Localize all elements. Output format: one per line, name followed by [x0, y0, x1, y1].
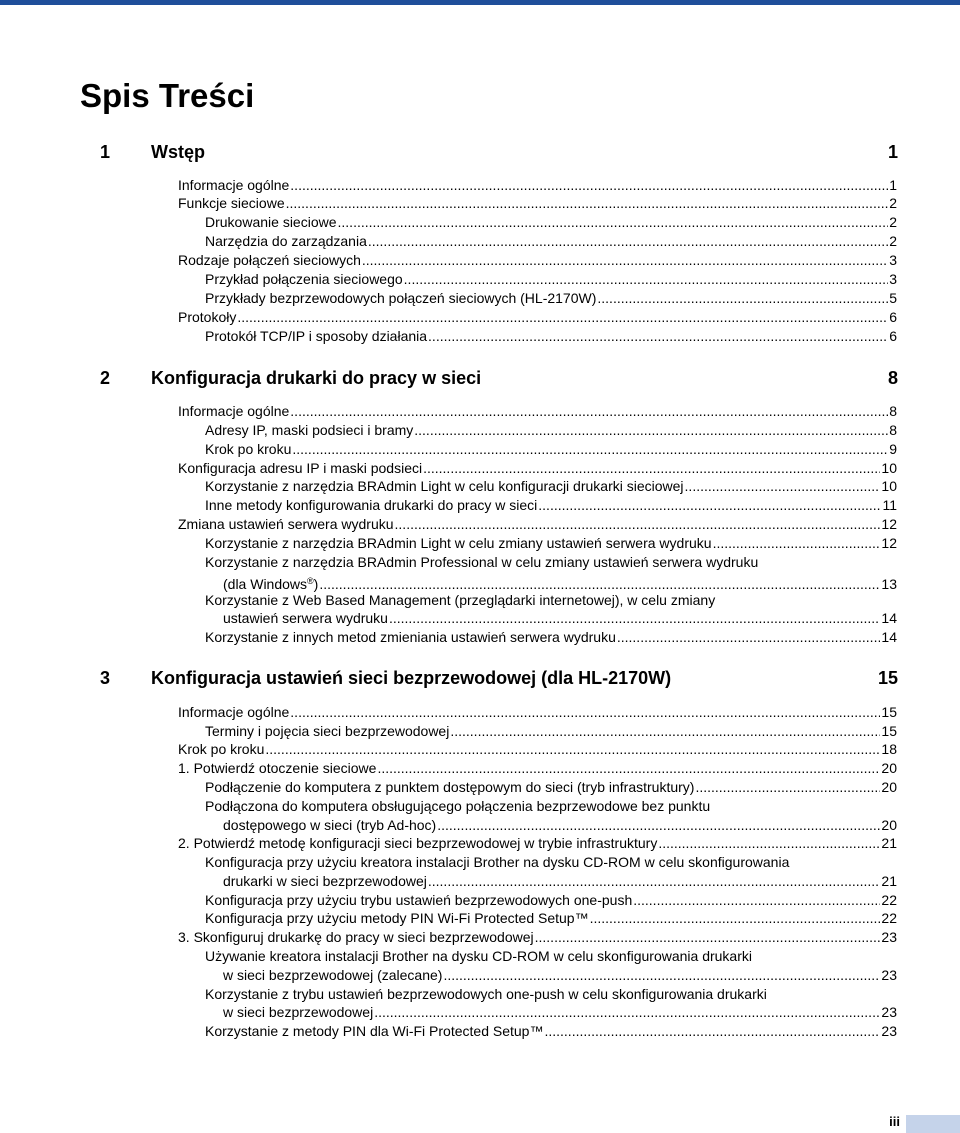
- toc-entry-page: 11: [882, 497, 897, 513]
- toc-entry[interactable]: [178, 928, 897, 947]
- toc-entry-page: 23: [881, 967, 897, 983]
- toc-entry-page: 22: [881, 892, 897, 908]
- toc-entry-page: 22: [881, 910, 897, 926]
- toc-entry-page: 18: [881, 741, 897, 757]
- toc-entry-page: 15: [881, 723, 897, 739]
- dot-leader: [377, 759, 880, 778]
- toc-entry[interactable]: [205, 270, 897, 289]
- dot-leader: [535, 928, 881, 947]
- toc-entry-text: Informacje ogólne: [178, 704, 290, 720]
- dot-leader: [290, 176, 888, 195]
- dot-leader: [368, 232, 888, 251]
- chapter-page: 1: [887, 141, 898, 162]
- toc-entry-page: 13: [881, 576, 897, 592]
- toc-entry-text: 2. Potwierdź metodę konfiguracji sieci bezprzewodowej w trybie infrastruktury: [178, 835, 658, 851]
- toc-entry-text-continued: drukarki w sieci bezprzewodowej: [223, 873, 427, 889]
- toc-entry[interactable]: [205, 778, 897, 797]
- toc-entry[interactable]: [178, 308, 897, 327]
- page-number: iii: [889, 1114, 900, 1129]
- dot-leader: [428, 327, 888, 346]
- dot-leader: [658, 834, 880, 853]
- toc-entry[interactable]: [178, 402, 897, 421]
- toc-entry-page: 5: [889, 290, 897, 306]
- toc-entry-page: 10: [881, 460, 897, 476]
- toc-entry-page: 20: [881, 779, 897, 795]
- dot-leader: [292, 440, 888, 459]
- dot-leader: [538, 496, 881, 515]
- chapter-number: 2: [100, 367, 111, 388]
- dot-leader: [374, 1003, 880, 1022]
- toc-entry-text: Inne metody konfigurowania drukarki do pracy w sieci: [205, 497, 538, 513]
- toc-entry[interactable]: [178, 515, 897, 534]
- toc-entry[interactable]: [205, 1022, 897, 1041]
- toc-entry-text: Rodzaje połączeń sieciowych: [178, 252, 361, 268]
- toc-entry[interactable]: [205, 534, 897, 553]
- dot-leader: [290, 703, 880, 722]
- toc-entry-text: Konfiguracja przy użyciu metody PIN Wi-Fi Protected Setup™: [205, 910, 589, 926]
- dot-leader: [389, 609, 880, 628]
- toc-entry-text-continued: w sieci bezprzewodowej (zalecane): [223, 967, 443, 983]
- toc-entry[interactable]: [205, 477, 897, 496]
- dot-leader: [286, 194, 889, 213]
- toc-entry-text: Podłączenie do komputera z punktem dostępowym do sieci (tryb infrastruktury): [205, 779, 695, 795]
- page-title: Spis Treści: [80, 77, 255, 114]
- toc-entry-page: 8: [889, 422, 897, 438]
- toc-entry-text: 1. Potwierdź otoczenie sieciowe: [178, 760, 377, 776]
- chapter-title: Konfiguracja ustawień sieci bezprzewodowej (dla HL-2170W): [151, 667, 672, 688]
- toc-entry-page: 12: [881, 516, 897, 532]
- toc-entry-cont-end: ): [313, 576, 319, 592]
- chapter-heading[interactable]: [100, 366, 898, 390]
- dot-leader: [633, 891, 880, 910]
- dot-leader: [713, 534, 881, 553]
- toc-entry[interactable]: [223, 609, 897, 628]
- toc-entry[interactable]: [205, 421, 897, 440]
- dot-leader: [423, 459, 880, 478]
- toc-entry-text-continued: ustawień serwera wydruku: [223, 610, 388, 626]
- dot-leader: [414, 421, 888, 440]
- toc-entry-page: 20: [881, 817, 897, 833]
- dot-leader: [617, 628, 881, 647]
- toc-entry[interactable]: [178, 176, 897, 195]
- dot-leader: [597, 289, 888, 308]
- toc-entry-text: Korzystanie z metody PIN dla Wi-Fi Protected Setup™: [205, 1023, 544, 1039]
- toc-entry-page: 6: [889, 328, 897, 344]
- toc-entry[interactable]: [178, 194, 897, 213]
- toc-entry[interactable]: [223, 1003, 897, 1022]
- toc-entry[interactable]: [205, 891, 897, 910]
- toc-entry-text: Krok po kroku: [205, 441, 292, 457]
- toc-entry-text: Informacje ogólne: [178, 403, 290, 419]
- toc-entry-page: 20: [881, 760, 897, 776]
- toc-entry[interactable]: [178, 834, 897, 853]
- toc-entry[interactable]: [205, 722, 897, 741]
- toc-entry-text: Przykłady bezprzewodowych połączeń sieciowych (HL-2170W): [205, 290, 597, 306]
- toc-entry[interactable]: [223, 816, 897, 835]
- toc-entry-text-continued: dostępowego w sieci (tryb Ad-hoc): [223, 817, 437, 833]
- toc-entry-page: 23: [881, 1023, 897, 1039]
- toc-entry-text: Korzystanie z narzędzia BRAdmin Light w celu konfiguracji drukarki sieciowej: [205, 478, 684, 494]
- dot-leader: [290, 402, 888, 421]
- chapter-heading[interactable]: [100, 140, 898, 164]
- toc-entry-text: Informacje ogólne: [178, 177, 290, 193]
- dot-leader: [443, 966, 880, 985]
- chapter-page: 15: [877, 667, 898, 688]
- dot-leader: [437, 816, 880, 835]
- toc-entry-text[interactable]: Korzystanie z trybu ustawień bezprzewodowych one-push w celu skonfigurowania drukarki: [205, 986, 767, 1002]
- toc-entry-text: Krok po kroku: [178, 741, 265, 757]
- toc-entry[interactable]: [178, 251, 897, 270]
- toc-entry[interactable]: [223, 572, 897, 591]
- toc-entry-text: Protokoły: [178, 309, 237, 325]
- toc-entry[interactable]: [223, 872, 897, 891]
- dot-leader: [450, 722, 880, 741]
- dot-leader: [338, 213, 889, 232]
- toc-entry-page: 2: [889, 214, 897, 230]
- dot-leader: [404, 270, 889, 289]
- toc-entry-page: 3: [889, 252, 897, 268]
- toc-entry[interactable]: [205, 213, 897, 232]
- toc-entry[interactable]: [178, 759, 897, 778]
- toc-entry-text: Adresy IP, maski podsieci i bramy: [205, 422, 414, 438]
- toc-entry-page: 10: [881, 478, 897, 494]
- toc-entry-page: 12: [881, 535, 897, 551]
- toc-entry[interactable]: [205, 232, 897, 251]
- toc-entry-cont: (dla Windows: [223, 576, 308, 592]
- toc-entry-page: 6: [889, 309, 897, 325]
- toc-entry-text: Terminy i pojęcia sieci bezprzewodowej: [205, 723, 450, 739]
- toc-entry-page: 21: [881, 873, 897, 889]
- toc-entry-text: Narzędzia do zarządzania: [205, 233, 367, 249]
- toc-entry-text: Konfiguracja adresu IP i maski podsieci: [178, 460, 423, 476]
- chapter-title: Konfiguracja drukarki do pracy w sieci: [151, 367, 482, 388]
- toc-entry[interactable]: [205, 628, 897, 647]
- dot-leader: [395, 515, 881, 534]
- toc-entry-text[interactable]: Używanie kreatora instalacji Brother na dysku CD-ROM w celu skonfigurowania drukarki: [205, 948, 752, 964]
- toc-entry-text: Przykład połączenia sieciowego: [205, 271, 403, 287]
- toc-entry-page: 21: [881, 835, 897, 851]
- dot-leader: [428, 872, 881, 891]
- toc-entry-page: 14: [881, 629, 897, 645]
- dot-leader: [237, 308, 888, 327]
- toc-entry-text: Funkcje sieciowe: [178, 195, 285, 211]
- toc-entry[interactable]: [205, 496, 897, 515]
- chapter-number: 1: [100, 141, 111, 162]
- toc-entry-page: 9: [889, 441, 897, 457]
- toc-entry-text[interactable]: Korzystanie z narzędzia BRAdmin Professional w celu zmiany ustawień serwera wydruku: [205, 554, 759, 570]
- toc-entry-page: 23: [881, 1004, 897, 1020]
- dot-leader: [362, 251, 888, 270]
- page-tab: [906, 1115, 960, 1133]
- dot-leader: [695, 778, 880, 797]
- dot-leader: [265, 740, 880, 759]
- toc-entry-page: 2: [889, 233, 897, 249]
- top-rule: [0, 0, 960, 5]
- toc-entry[interactable]: [205, 289, 897, 308]
- chapter-heading[interactable]: [100, 666, 898, 690]
- toc-entry[interactable]: [223, 966, 897, 985]
- toc-entry[interactable]: [178, 703, 897, 722]
- toc-entry-text: Protokół TCP/IP i sposoby działania: [205, 328, 428, 344]
- dot-leader: [590, 909, 881, 928]
- toc-entry[interactable]: [205, 327, 897, 346]
- chapter-title: Wstęp: [151, 141, 205, 162]
- toc-entry-page: 15: [881, 704, 897, 720]
- toc-entry-page: 23: [881, 929, 897, 945]
- toc-entry-text[interactable]: Konfiguracja przy użyciu kreatora instalacji Brother na dysku CD-ROM w celu skonfigurowania: [205, 854, 790, 870]
- dot-leader: [544, 1022, 880, 1041]
- chapter-number: 3: [100, 667, 111, 688]
- toc-entry-page: 1: [889, 177, 897, 193]
- registered-mark: ®: [307, 576, 314, 586]
- toc-entry[interactable]: [178, 459, 897, 478]
- toc-entry-text: Korzystanie z narzędzia BRAdmin Light w celu zmiany ustawień serwera wydruku: [205, 535, 712, 551]
- toc-entry-text: Zmiana ustawień serwera wydruku: [178, 516, 394, 532]
- toc-entry-text: Konfiguracja przy użyciu trybu ustawień bezprzewodowych one-push: [205, 892, 633, 908]
- toc-entry-text[interactable]: Korzystanie z Web Based Management (przeglądarki internetowej), w celu zmiany: [205, 592, 716, 608]
- toc-entry[interactable]: [205, 909, 897, 928]
- toc-entry-text[interactable]: Podłączona do komputera obsługującego połączenia bezprzewodowe bez punktu: [205, 798, 711, 814]
- toc-entry[interactable]: [205, 440, 897, 459]
- toc-entry-text: 3. Skonfiguruj drukarkę do pracy w sieci bezprzewodowej: [178, 929, 534, 945]
- toc-entry[interactable]: [178, 740, 897, 759]
- toc-entry-page: 2: [889, 195, 897, 211]
- toc-entry-text: Drukowanie sieciowe: [205, 214, 337, 230]
- chapter-page: 8: [887, 367, 898, 388]
- toc-entry-page: 3: [889, 271, 897, 287]
- dot-leader: [685, 477, 881, 496]
- toc-entry-page: 14: [881, 610, 897, 626]
- toc-entry-page: 8: [889, 403, 897, 419]
- toc-entry-text-continued: w sieci bezprzewodowej: [223, 1004, 374, 1020]
- toc-entry-text: Korzystanie z innych metod zmieniania ustawień serwera wydruku: [205, 629, 616, 645]
